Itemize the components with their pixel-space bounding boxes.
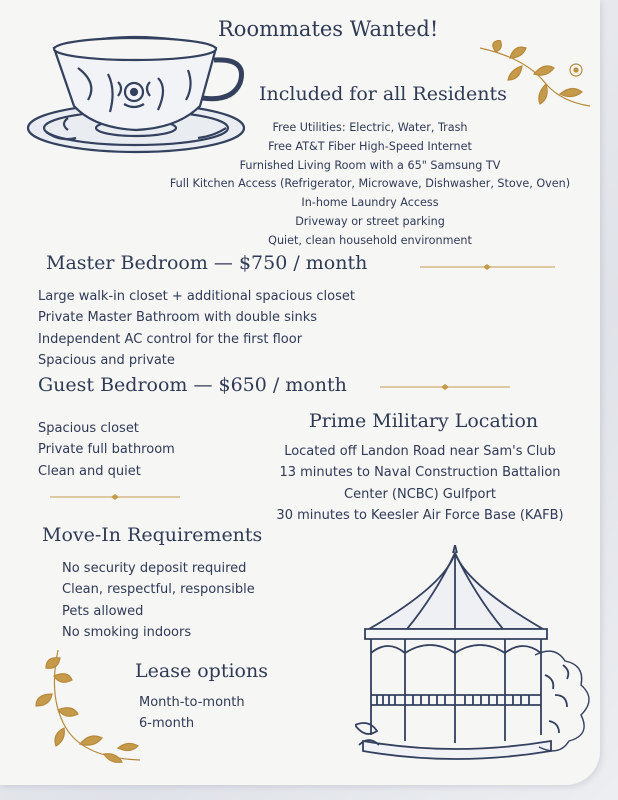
master-bedroom-list	[38, 286, 355, 371]
list-item: Private Master Bathroom with double sinks	[38, 310, 318, 326]
guest-bedroom-heading: Guest Bedroom — $650 / month	[38, 374, 347, 396]
list-item: 6-month	[139, 716, 195, 732]
list-item: Center (NCBC) Gulfport	[344, 486, 496, 502]
list-item: 13 minutes to Naval Construction Battalion	[279, 465, 561, 481]
move-in-heading: Move-In Requirements	[42, 524, 263, 546]
list-item: Full Kitchen Access (Refrigerator, Microwave, Dishwasher, Stove, Oven)	[169, 177, 571, 191]
location-heading: Prime Military Location	[309, 410, 539, 432]
list-item: Pets allowed	[62, 603, 144, 619]
list-item: Clean, respectful, responsible	[62, 582, 255, 598]
list-item: Located off Landon Road near Sam's Club	[284, 444, 556, 459]
list-item: Clean and quiet	[38, 463, 141, 479]
gold-divider	[380, 382, 510, 392]
list-item: Furnished Living Room with a 65" Samsung TV	[239, 158, 501, 172]
list-item: 30 minutes to Keesler Air Force Base (KAFB)	[276, 507, 564, 523]
master-bedroom-heading: Master Bedroom — $750 / month	[46, 252, 368, 274]
location-list	[250, 441, 590, 526]
list-item: Free AT&T Fiber High-Speed Internet	[268, 139, 472, 153]
gold-divider	[50, 492, 180, 502]
gazebo-illustration	[355, 545, 595, 775]
gold-branch-icon	[18, 648, 148, 778]
gold-divider	[420, 262, 555, 272]
list-item: Spacious closet	[38, 421, 139, 436]
list-item: Free Utilities: Electric, Water, Trash	[272, 121, 468, 134]
list-item: Quiet, clean household environment	[268, 233, 472, 247]
list-item: No security deposit required	[62, 561, 247, 576]
included-heading: Included for all Residents	[259, 83, 507, 105]
list-item: Month-to-month	[139, 695, 245, 710]
lease-list	[139, 692, 245, 735]
list-item: Large walk-in closet + additional spacious closet	[38, 289, 355, 304]
list-item: Driveway or street parking	[295, 214, 445, 228]
lease-heading: Lease options	[135, 660, 268, 682]
list-item: Independent AC control for the first floor	[38, 331, 303, 347]
move-in-list	[62, 558, 255, 643]
list-item: Private full bathroom	[38, 442, 175, 458]
page-title: Roommates Wanted!	[218, 17, 439, 41]
list-item: Spacious and private	[38, 352, 175, 368]
list-item: No smoking indoors	[62, 624, 192, 640]
guest-bedroom-list	[38, 418, 175, 482]
list-item: In-home Laundry Access	[301, 196, 439, 210]
included-list	[130, 119, 610, 251]
